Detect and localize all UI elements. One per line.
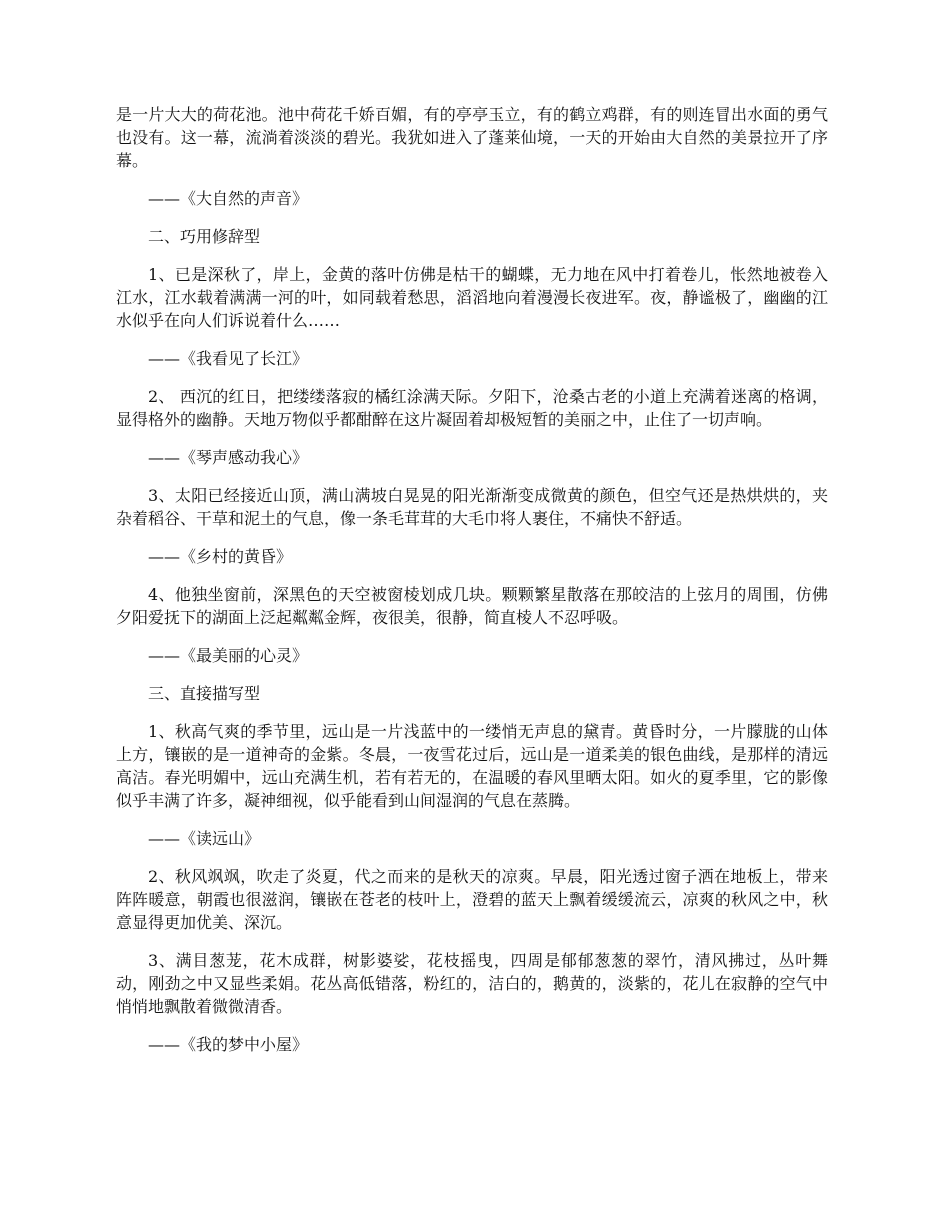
source-citation: ——《我的梦中小屋》 [148,1035,309,1054]
section-heading: 三、直接描写型 [148,684,261,703]
paragraph-intro: 是一片大大的荷花池。池中荷花千娇百媚，有的亭亭玉立，有的鹤立鸡群，有的则连冒出水面的勇气也没有。这一幕，流淌着淡淡的碧光。我犹如进入了蓬莱仙境，一天的开始由大自然的美景拉开了序幕。 [116,105,828,170]
paragraph: 3、满目葱茏，花木成群，树影婆娑，花枝摇曳，四周是郁郁葱葱的翠竹，清风拂过，丛叶舞动，刚劲之中又显些柔娟。花丛高低错落，粉红的，洁白的，鹅黄的，淡紫的，花儿在寂静的空气中悄悄地飘散着微微清香。 [116,951,828,1016]
document-page [116,103,828,1071]
paragraph: 1、秋高气爽的季节里，远山是一片浅蓝中的一缕悄无声息的黛青。黄昏时分，一片朦胧的山体上方，镶嵌的是一道神奇的金紫。冬晨，一夜雪花过后，远山是一道柔美的银色曲线，是那样的清远高洁。春光明媚中，远山充满生机，若有若无的，在温暖的春风里晒太阳。如火的夏季里，它的影像似乎丰满了许多，凝神细视，似乎能看到山间湿润的气息在蒸腾。 [116,722,828,810]
section-heading: 二、巧用修辞型 [148,227,261,246]
paragraph: 1、已是深秋了，岸上，金黄的落叶仿佛是枯干的蝴蝶，无力地在风中打着卷儿，怅然地被卷入江水，江水载着满满一河的叶，如同载着愁思，滔滔地向着漫漫长夜进军。夜，静谧极了，幽幽的江水似乎在向人们诉说着什么…… [116,265,828,330]
source-citation: ——《最美丽的心灵》 [148,646,309,665]
paragraph: 3、太阳已经接近山顶，满山满坡白晃晃的阳光渐渐变成微黄的颜色，但空气还是热烘烘的，夹杂着稻谷、干草和泥土的气息，像一条毛茸茸的大毛巾将人裹住，不痛快不舒适。 [116,486,828,528]
source-citation: ——《乡村的黄昏》 [148,547,293,566]
source-citation: ——《读远山》 [148,829,261,848]
source-citation: ——《我看见了长江》 [148,349,309,368]
paragraph: 4、他独坐窗前，深黑色的天空被窗棱划成几块。颗颗繁星散落在那皎洁的上弦月的周围，仿佛夕阳爱抚下的湖面上泛起粼粼金辉，夜很美，很静，简直棱人不忍呼吸。 [116,585,828,627]
paragraph: 2、秋风飒飒，吹走了炎夏，代之而来的是秋天的凉爽。早晨，阳光透过窗子洒在地板上，带来阵阵暖意，朝霞也很滋润，镶嵌在苍老的枝叶上，澄碧的蓝天上飘着缓缓流云，凉爽的秋风之中，秋意显得更加优美、深沉。 [116,867,828,932]
source-citation: ——《琴声感动我心》 [148,448,309,467]
paragraph: 2、 西沉的红日，把缕缕落寂的橘红涂满天际。夕阳下，沧桑古老的小道上充满着迷离的格调，显得格外的幽静。天地万物似乎都酣醉在这片凝固着却极短暂的美丽之中，止住了一切声响。 [116,387,828,429]
source-citation: ——《大自然的声音》 [148,189,309,208]
